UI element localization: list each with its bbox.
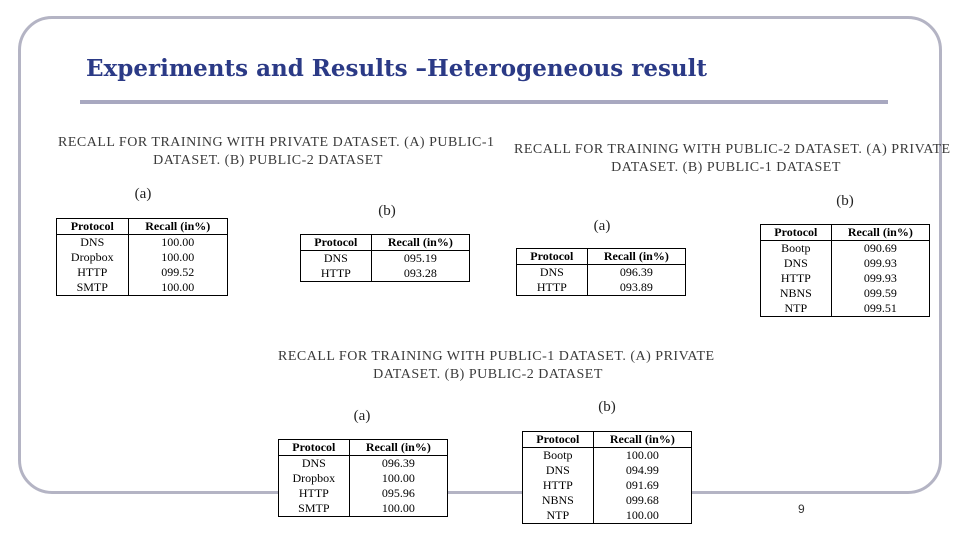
table-private-b bbox=[300, 234, 470, 282]
table-row bbox=[517, 265, 686, 281]
cell-recall: 099.93 bbox=[831, 256, 929, 271]
header-protocol: Protocol bbox=[279, 440, 350, 456]
cell-protocol: DNS bbox=[57, 235, 129, 251]
table-public2-a bbox=[516, 248, 686, 296]
title-divider bbox=[80, 100, 888, 104]
cell-protocol: HTTP bbox=[761, 271, 832, 286]
cell-recall: 100.00 bbox=[128, 235, 227, 251]
table-row bbox=[57, 250, 228, 265]
slide-title: Experiments and Results –Heterogeneous result bbox=[86, 55, 707, 82]
caption-private bbox=[58, 134, 495, 170]
caption-public2-line2: DATASET. (B) PUBLIC-1 DATASET bbox=[611, 160, 841, 175]
private-a-label: (a) bbox=[134, 186, 152, 202]
cell-protocol: HTTP bbox=[517, 280, 588, 296]
table-row bbox=[761, 256, 930, 271]
cell-protocol: HTTP bbox=[523, 478, 594, 493]
caption-private-line2: DATASET. (B) PUBLIC-2 DATASET bbox=[153, 153, 383, 168]
table-row bbox=[761, 301, 930, 317]
cell-recall: 100.00 bbox=[349, 471, 447, 486]
cell-recall: 096.39 bbox=[587, 265, 685, 281]
cell-protocol: Dropbox bbox=[57, 250, 129, 265]
caption-private-line1: RECALL FOR TRAINING WITH PRIVATE DATASET. (A) PUBLIC-1 bbox=[58, 135, 495, 150]
cell-protocol: DNS bbox=[523, 463, 594, 478]
cell-recall: 099.93 bbox=[831, 271, 929, 286]
table-public1-b bbox=[522, 431, 692, 524]
public1-a-label: (a) bbox=[353, 408, 371, 424]
table-row bbox=[57, 280, 228, 296]
table-row bbox=[523, 478, 692, 493]
table-row bbox=[279, 486, 448, 501]
cell-protocol: NBNS bbox=[761, 286, 832, 301]
table-row bbox=[523, 508, 692, 524]
cell-protocol: Bootp bbox=[523, 448, 594, 464]
table-public1-a bbox=[278, 439, 448, 517]
table-row bbox=[761, 271, 930, 286]
header-recall: Recall (in%) bbox=[128, 219, 227, 235]
cell-recall: 091.69 bbox=[593, 478, 691, 493]
public2-a-label: (a) bbox=[593, 218, 611, 234]
table-header-row bbox=[301, 235, 470, 251]
cell-protocol: Dropbox bbox=[279, 471, 350, 486]
table-row bbox=[57, 235, 228, 251]
public1-b-label: (b) bbox=[598, 399, 616, 415]
cell-recall: 095.19 bbox=[371, 251, 469, 267]
caption-public2-line1: RECALL FOR TRAINING WITH PUBLIC-2 DATASET. (A) PRIVATE bbox=[514, 142, 951, 157]
cell-protocol: NBNS bbox=[523, 493, 594, 508]
table-header-row bbox=[761, 225, 930, 241]
cell-protocol: DNS bbox=[761, 256, 832, 271]
table-header-row bbox=[57, 219, 228, 235]
table-header-row bbox=[279, 440, 448, 456]
caption-public2 bbox=[514, 141, 951, 177]
caption-public1-line2: DATASET. (B) PUBLIC-2 DATASET bbox=[373, 367, 603, 382]
header-protocol: Protocol bbox=[761, 225, 832, 241]
table-row bbox=[301, 266, 470, 282]
cell-recall: 099.59 bbox=[831, 286, 929, 301]
cell-recall: 100.00 bbox=[128, 250, 227, 265]
cell-protocol: HTTP bbox=[301, 266, 372, 282]
cell-recall: 099.51 bbox=[831, 301, 929, 317]
cell-protocol: NTP bbox=[523, 508, 594, 524]
header-recall: Recall (in%) bbox=[831, 225, 929, 241]
table-row bbox=[279, 501, 448, 517]
table-row bbox=[523, 493, 692, 508]
cell-protocol: DNS bbox=[517, 265, 588, 281]
table-header-row bbox=[517, 249, 686, 265]
cell-recall: 100.00 bbox=[593, 508, 691, 524]
cell-recall: 095.96 bbox=[349, 486, 447, 501]
header-protocol: Protocol bbox=[301, 235, 372, 251]
table-row bbox=[279, 471, 448, 486]
cell-recall: 099.68 bbox=[593, 493, 691, 508]
cell-recall: 099.52 bbox=[128, 265, 227, 280]
cell-protocol: DNS bbox=[279, 456, 350, 472]
cell-recall: 093.89 bbox=[587, 280, 685, 296]
cell-recall: 090.69 bbox=[831, 241, 929, 257]
cell-protocol: HTTP bbox=[57, 265, 129, 280]
cell-protocol: SMTP bbox=[57, 280, 129, 296]
cell-protocol: NTP bbox=[761, 301, 832, 317]
cell-protocol: SMTP bbox=[279, 501, 350, 517]
cell-recall: 096.39 bbox=[349, 456, 447, 472]
table-private-a bbox=[56, 218, 228, 296]
table-row bbox=[523, 463, 692, 478]
table-row bbox=[761, 241, 930, 257]
cell-recall: 100.00 bbox=[349, 501, 447, 517]
cell-protocol: Bootp bbox=[761, 241, 832, 257]
table-header-row bbox=[523, 432, 692, 448]
cell-recall: 100.00 bbox=[593, 448, 691, 464]
table-row bbox=[761, 286, 930, 301]
cell-protocol: HTTP bbox=[279, 486, 350, 501]
caption-public1-line1: RECALL FOR TRAINING WITH PUBLIC-1 DATASET. (A) PRIVATE bbox=[278, 349, 715, 364]
header-recall: Recall (in%) bbox=[349, 440, 447, 456]
cell-recall: 094.99 bbox=[593, 463, 691, 478]
table-row bbox=[523, 448, 692, 464]
table-row bbox=[279, 456, 448, 472]
private-b-label: (b) bbox=[378, 203, 396, 219]
header-recall: Recall (in%) bbox=[587, 249, 685, 265]
table-row bbox=[517, 280, 686, 296]
table-public2-b bbox=[760, 224, 930, 317]
header-recall: Recall (in%) bbox=[593, 432, 691, 448]
header-recall: Recall (in%) bbox=[371, 235, 469, 251]
cell-recall: 100.00 bbox=[128, 280, 227, 296]
table-row bbox=[301, 251, 470, 267]
table-row bbox=[57, 265, 228, 280]
header-protocol: Protocol bbox=[517, 249, 588, 265]
header-protocol: Protocol bbox=[523, 432, 594, 448]
caption-public1 bbox=[278, 348, 715, 384]
cell-protocol: DNS bbox=[301, 251, 372, 267]
cell-recall: 093.28 bbox=[371, 266, 469, 282]
header-protocol: Protocol bbox=[57, 219, 129, 235]
public2-b-label: (b) bbox=[836, 193, 854, 209]
page-number: 9 bbox=[798, 502, 805, 516]
